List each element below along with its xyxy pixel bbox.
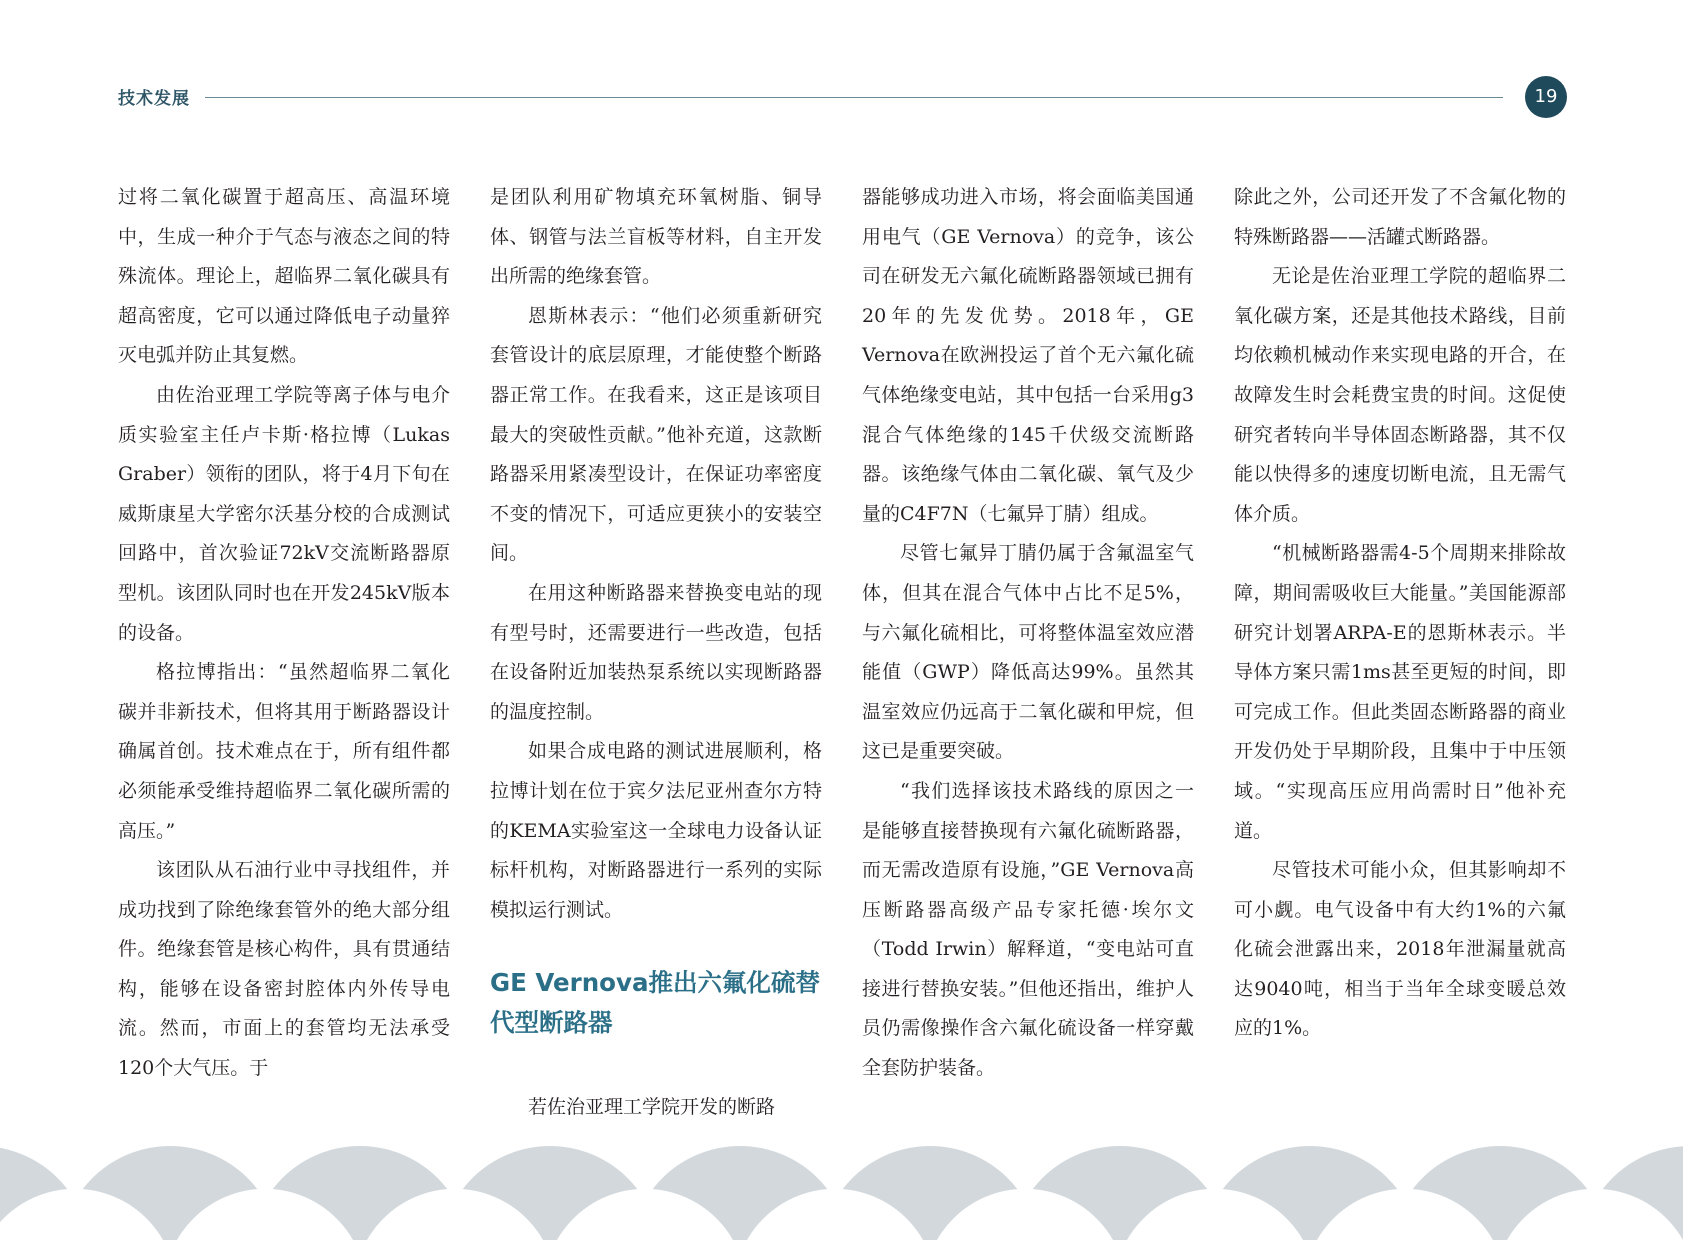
body-paragraph: “我们选择该技术路线的原因之一是能够直接替换现有六氟化硫断路器，而无需改造原有设施，”GE Vernova高压断路器高级产品专家托德·埃尔文（Todd Irwin）解释道，“变电站可直接进行替换安装。”但他还指出，维护人员仍需像操作含六氟化硫设备一样穿戴全套防护装备。 [862,779,1194,1080]
body-paragraph: 格拉博指出：“虽然超临界二氧化碳并非新技术，但将其用于断路器设计确属首创。技术难点在于，所有组件都必须能承受维持超临界二氧化碳所需的高压。” [118,661,450,842]
text-column-1 [118,178,450,1089]
body-paragraph: 由佐治亚理工学院等离子体与电介质实验室主任卢卡斯·格拉博（Lukas Graber）领衔的团队，将于4月下旬在威斯康星大学密尔沃基分校的合成测试回路中，首次验证72kV交流断路器原型机。该团队同时也在开发245kV版本的设备。 [118,383,450,644]
body-paragraph: 过将二氧化碳置于超高压、高温环境中，生成一种介于气态与液态之间的特殊流体。理论上，超临界二氧化碳具有超高密度，它可以通过降低电子动量猝灭电弧并防止其复燃。 [118,186,450,367]
body-paragraph: 若佐治亚理工学院开发的断路 [528,1096,776,1119]
body-paragraph: 恩斯林表示：“他们必须重新研究套管设计的底层原理，才能使整个断路器正常工作。在我看来，这正是该项目最大的突破性贡献。”他补充道，这款断路器采用紧凑型设计，在保证功率密度不变的情况下，可适应更狭小的安装空间。 [490,304,822,565]
header-rule [205,97,1503,98]
body-paragraph: 器能够成功进入市场，将会面临美国通用电气（GE Vernova）的竞争，该公司在研发无六氟化硫断路器领域已拥有20年的先发优势。2018年，GE Vernova在欧洲投运了首个无六氟化硫气体绝缘变电站，其中包括一台采用g3混合气体绝缘的145千伏级交流断路器。该绝缘气体由二氧化碳、氧气及少量的C4F7N（七氟异丁腈）组成。 [862,186,1194,525]
page-number-badge: 19 [1525,76,1567,118]
section-label: 技术发展 [118,89,190,109]
decorative-wave-footer [0,1140,1683,1240]
text-column-2 [490,178,822,1128]
section-heading: GE Vernova推出六氟化硫替代型断路器 [490,968,820,1038]
body-paragraph: 该团队从石油行业中寻找组件，并成功找到了除绝缘套管外的绝大部分组件。绝缘套管是核心构件，具有贯通结构，能够在设备密封腔体内外传导电流。然而，市面上的套管均无法承受120个大气压。于 [118,859,450,1080]
body-paragraph: 在用这种断路器来替换变电站的现有型号时，还需要进行一些改造，包括在设备附近加装热泵系统以实现断路器的温度控制。 [490,581,822,723]
body-paragraph: 尽管七氟异丁腈仍属于含氟温室气体，但其在混合气体中占比不足5%，与六氟化硫相比，可将整体温室效应潜能值（GWP）降低高达99%。虽然其温室效应仍远高于二氧化碳和甲烷，但这已是重要突破。 [862,542,1194,763]
body-paragraph: 除此之外，公司还开发了不含氟化物的特殊断路器——活罐式断路器。 [1234,186,1566,248]
wave-pattern-graphic [0,1140,1683,1240]
body-paragraph: 尽管技术可能小众，但其影响却不可小觑。电气设备中有大约1%的六氟化硫会泄露出来，2018年泄漏量就高达9040吨，相当于当年全球变暖总效应的1%。 [1234,859,1566,1040]
body-paragraph: 无论是佐治亚理工学院的超临界二氧化碳方案，还是其他技术路线，目前均依赖机械动作来实现电路的开合，在故障发生时会耗费宝贵的时间。这促使研究者转向半导体固态断路器，其不仅能以快得多的速度切断电流，且无需气体介质。 [1234,265,1566,525]
body-paragraph: “机械断路器需4-5个周期来排除故障，期间需吸收巨大能量。”美国能源部研究计划署ARPA-E的恩斯林表示。半导体方案只需1ms甚至更短的时间，即可完成工作。但此类固态断路器的商业开发仍处于早期阶段，且集中于中压领域。“实现高压应用尚需时日”他补充道。 [1234,542,1566,842]
text-column-4 [1234,178,1566,1049]
body-paragraph: 是团队利用矿物填充环氧树脂、铜导体、钢管与法兰盲板等材料，自主开发出所需的绝缘套管。 [490,186,822,288]
body-paragraph: 如果合成电路的测试进展顺利，格拉博计划在位于宾夕法尼亚州查尔方特的KEMA实验室这一全球电力设备认证标杆机构，对断路器进行一系列的实际模拟运行测试。 [490,740,822,921]
page-header [0,0,1683,140]
text-column-3 [862,178,1194,1089]
